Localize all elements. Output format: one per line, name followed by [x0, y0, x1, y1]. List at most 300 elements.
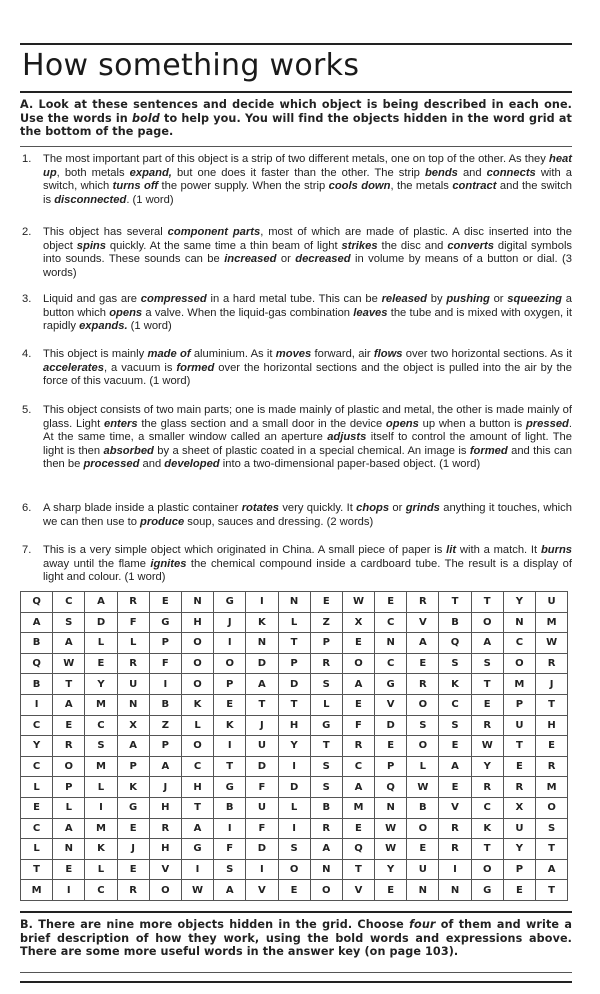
title-underline-rule	[20, 91, 572, 93]
question-text: and	[457, 166, 487, 179]
grid-cell: R	[471, 715, 503, 736]
grid-cell: Y	[21, 736, 53, 757]
grid-cell: A	[181, 818, 213, 839]
question-number: 4.	[22, 348, 32, 360]
key-word: increased	[224, 253, 277, 266]
grid-cell: Q	[375, 777, 407, 798]
question-number: 1.	[22, 153, 32, 165]
grid-cell: T	[181, 797, 213, 818]
grid-cell: I	[214, 818, 246, 839]
key-word: released	[381, 293, 427, 305]
grid-cell: D	[246, 839, 278, 860]
grid-cell: I	[246, 859, 278, 880]
question-item	[20, 226, 572, 280]
key-word: absorbed	[103, 444, 154, 457]
grid-cell: S	[536, 818, 568, 839]
grid-cell: G	[310, 715, 342, 736]
question-text: by	[426, 293, 447, 305]
question-item	[20, 153, 572, 207]
grid-cell: P	[214, 674, 246, 695]
key-word: connects	[486, 166, 536, 179]
key-word: turns off	[112, 180, 159, 193]
question-text: . (1 word)	[126, 193, 174, 206]
grid-cell: Y	[375, 859, 407, 880]
question-text: The most important part of this object is a strip of two different metals, one on top of the other. As they	[43, 153, 549, 165]
grid-cell: H	[149, 839, 181, 860]
grid-cell: R	[53, 736, 85, 757]
grid-cell: Y	[503, 839, 535, 860]
grid-cell: O	[503, 653, 535, 674]
grid-cell: M	[536, 777, 568, 798]
section-b-top-rule	[20, 911, 572, 913]
grid-cell: G	[375, 674, 407, 695]
grid-cell: Y	[278, 736, 310, 757]
grid-cell: B	[149, 694, 181, 715]
grid-cell: C	[439, 694, 471, 715]
grid-cell: E	[310, 592, 342, 613]
grid-cell: G	[471, 880, 503, 901]
question-text: itself to control the amount of light. The light is then	[43, 431, 573, 457]
grid-cell: R	[117, 592, 149, 613]
question-text: , a vacuum is	[103, 361, 177, 374]
grid-cell: S	[214, 859, 246, 880]
grid-cell: I	[214, 633, 246, 654]
grid-cell: C	[375, 612, 407, 633]
grid-cell: I	[439, 859, 471, 880]
question-text: anything it touches, which we can then use to	[43, 502, 572, 528]
key-word: expand,	[129, 166, 172, 179]
word-search-grid	[20, 591, 568, 901]
grid-cell: H	[181, 612, 213, 633]
grid-cell: O	[181, 674, 213, 695]
grid-cell: F	[214, 839, 246, 860]
key-word: developed	[164, 458, 220, 471]
grid-cell: L	[181, 715, 213, 736]
grid-cell: P	[503, 694, 535, 715]
grid-cell: R	[117, 880, 149, 901]
key-word: squeezing	[507, 293, 562, 305]
grid-cell: E	[53, 859, 85, 880]
key-word: processed	[83, 458, 140, 471]
grid-cell: A	[310, 839, 342, 860]
key-word: spins	[76, 239, 106, 252]
grid-cell: I	[21, 694, 53, 715]
key-word: expands.	[79, 320, 128, 333]
grid-cell: C	[21, 818, 53, 839]
grid-cell: J	[536, 674, 568, 695]
grid-cell: T	[53, 674, 85, 695]
grid-cell: K	[85, 839, 117, 860]
grid-cell: Z	[310, 612, 342, 633]
question-text: in a hard metal tube. This can be	[206, 293, 382, 305]
key-word: chops	[356, 502, 390, 514]
question-text: in volume by means of a button or dial. (3 words)	[43, 253, 573, 279]
question-text: or	[489, 293, 508, 305]
question-text: , most of which are made of plastic. A disc inserted into the object	[43, 226, 572, 252]
grid-cell: R	[536, 756, 568, 777]
grid-row	[21, 777, 568, 798]
question-text: This is a very simple object which originated in China. A small piece of paper is	[43, 544, 447, 556]
grid-cell: O	[536, 797, 568, 818]
question-text: over two horizontal sections. As it	[402, 348, 572, 360]
key-word: enters	[103, 417, 138, 430]
key-word: component parts	[167, 226, 261, 238]
grid-cell: W	[181, 880, 213, 901]
grid-row	[21, 736, 568, 757]
grid-cell: V	[149, 859, 181, 880]
grid-row	[21, 818, 568, 839]
grid-cell: N	[439, 880, 471, 901]
page-title: How something works	[22, 48, 360, 83]
grid-cell: M	[85, 756, 117, 777]
grid-cell: T	[471, 674, 503, 695]
grid-cell: R	[439, 839, 471, 860]
question-text: over the horizontal sections and the object is pulled into the air by the force of this vacuum. (1 word)	[43, 361, 573, 388]
question-text: , both metals	[56, 166, 130, 179]
grid-cell: F	[149, 653, 181, 674]
question-text: very quickly. It	[279, 502, 357, 514]
grid-cell: T	[278, 694, 310, 715]
grid-cell: C	[53, 592, 85, 613]
grid-cell: N	[53, 839, 85, 860]
grid-cell: T	[471, 839, 503, 860]
question-text: or	[389, 502, 406, 514]
grid-cell: E	[375, 736, 407, 757]
grid-cell: T	[536, 880, 568, 901]
grid-row	[21, 839, 568, 860]
question-text: forward, air	[311, 348, 374, 360]
question-text: aluminium. As it	[190, 348, 276, 360]
grid-cell: F	[246, 777, 278, 798]
question-number: 7.	[22, 544, 32, 556]
grid-cell: N	[503, 612, 535, 633]
grid-cell: R	[503, 777, 535, 798]
grid-cell: C	[21, 715, 53, 736]
grid-cell: L	[53, 797, 85, 818]
grid-cell: D	[278, 674, 310, 695]
grid-cell: T	[310, 736, 342, 757]
grid-cell: Z	[149, 715, 181, 736]
question-text: quickly. At the same time a thin beam of light	[106, 239, 342, 252]
question-text: into a two-dimensional paper-based object. (1 word)	[219, 458, 481, 471]
grid-cell: B	[310, 797, 342, 818]
grid-cell: P	[149, 633, 181, 654]
question-text: soup, sauces and dressing. (2 words)	[184, 515, 374, 528]
grid-cell: O	[342, 653, 374, 674]
grid-cell: J	[149, 777, 181, 798]
key-word: converts	[447, 239, 494, 252]
grid-cell: H	[278, 715, 310, 736]
grid-cell: O	[181, 633, 213, 654]
grid-cell: E	[149, 592, 181, 613]
grid-cell: M	[342, 797, 374, 818]
grid-cell: H	[181, 777, 213, 798]
grid-cell: O	[471, 859, 503, 880]
question-number: 5.	[22, 404, 32, 416]
key-word: flows	[373, 348, 403, 360]
key-word: formed	[176, 361, 215, 374]
grid-cell: T	[471, 592, 503, 613]
question-text: a valve. When the liquid-gas combination	[142, 306, 354, 319]
grid-cell: N	[117, 694, 149, 715]
question-text: up when a button is	[418, 417, 526, 430]
grid-cell: A	[53, 633, 85, 654]
question-text: the glass section and a small door in the device	[137, 417, 386, 430]
question-item	[20, 544, 572, 585]
grid-cell: N	[278, 592, 310, 613]
grid-cell: C	[21, 756, 53, 777]
grid-cell: I	[85, 797, 117, 818]
question-text: or	[276, 253, 296, 266]
grid-cell: P	[375, 756, 407, 777]
grid-cell: A	[85, 592, 117, 613]
bottom-rule	[20, 981, 572, 983]
grid-cell: Q	[439, 633, 471, 654]
question-item	[20, 348, 572, 389]
grid-cell: G	[149, 612, 181, 633]
grid-cell: E	[439, 736, 471, 757]
grid-cell: L	[278, 612, 310, 633]
grid-row	[21, 880, 568, 901]
key-word: rotates	[241, 502, 279, 514]
question-text: but one does it faster than the other. The strip	[171, 166, 425, 179]
question-text: , the metals	[390, 180, 453, 193]
question-item	[20, 293, 572, 334]
key-word: burns	[540, 544, 573, 556]
grid-cell: G	[214, 592, 246, 613]
grid-cell: E	[503, 880, 535, 901]
grid-cell: A	[117, 736, 149, 757]
grid-cell: S	[310, 674, 342, 695]
question-item	[20, 404, 572, 472]
section-a-text-part: bold	[131, 111, 160, 125]
grid-cell: N	[375, 797, 407, 818]
grid-cell: E	[471, 694, 503, 715]
grid-cell: R	[471, 777, 503, 798]
grid-cell: M	[503, 674, 535, 695]
grid-cell: O	[407, 818, 439, 839]
grid-cell: J	[214, 612, 246, 633]
grid-cell: Y	[471, 756, 503, 777]
grid-cell: D	[246, 756, 278, 777]
key-word: lit	[446, 544, 457, 556]
grid-cell: Q	[21, 592, 53, 613]
grid-cell: E	[407, 839, 439, 860]
grid-cell: V	[407, 612, 439, 633]
grid-cell: A	[471, 633, 503, 654]
section-a-divider	[20, 146, 572, 147]
question-text: the chemical compound inside a cardboard tube. The result is a display of light and colour. (1 word)	[43, 557, 573, 584]
grid-cell: T	[278, 633, 310, 654]
grid-cell: T	[503, 736, 535, 757]
grid-cell: E	[536, 736, 568, 757]
grid-cell: I	[278, 756, 310, 777]
grid-cell: E	[85, 653, 117, 674]
grid-cell: W	[407, 777, 439, 798]
grid-cell: P	[117, 756, 149, 777]
grid-cell: O	[181, 736, 213, 757]
question-number: 2.	[22, 226, 32, 238]
question-item	[20, 502, 572, 529]
grid-cell: C	[181, 756, 213, 777]
grid-cell: I	[53, 880, 85, 901]
grid-cell: E	[342, 818, 374, 839]
key-word: adjusts	[327, 431, 367, 444]
grid-cell: B	[21, 633, 53, 654]
grid-cell: S	[439, 715, 471, 736]
grid-cell: L	[85, 633, 117, 654]
grid-cell: I	[214, 736, 246, 757]
question-text: (1 word)	[127, 320, 172, 333]
key-word: opens	[385, 417, 419, 430]
key-word: produce	[140, 515, 185, 528]
grid-cell: E	[407, 653, 439, 674]
grid-cell: C	[85, 715, 117, 736]
grid-cell: S	[471, 653, 503, 674]
section-a-text-part: Look at these sentences and decide which object is being described in each one. Use the words in	[20, 98, 572, 125]
grid-cell: E	[375, 880, 407, 901]
grid-cell: H	[536, 715, 568, 736]
key-word: ignites	[150, 557, 187, 570]
grid-cell: E	[117, 818, 149, 839]
grid-cell: F	[342, 715, 374, 736]
grid-cell: T	[246, 694, 278, 715]
grid-cell: K	[246, 612, 278, 633]
grid-cell: N	[407, 880, 439, 901]
grid-cell: V	[246, 880, 278, 901]
grid-cell: J	[246, 715, 278, 736]
grid-cell: T	[536, 694, 568, 715]
grid-cell: X	[503, 797, 535, 818]
grid-cell: P	[53, 777, 85, 798]
grid-cell: I	[278, 818, 310, 839]
grid-row	[21, 715, 568, 736]
grid-cell: B	[439, 612, 471, 633]
grid-row	[21, 756, 568, 777]
top-rule	[20, 43, 572, 45]
question-text: . At the same time, a smaller window called an aperture	[43, 417, 572, 444]
grid-cell: S	[278, 839, 310, 860]
section-a-label: A.	[20, 98, 39, 111]
grid-row	[21, 694, 568, 715]
grid-cell: G	[214, 777, 246, 798]
grid-cell: A	[53, 818, 85, 839]
grid-row	[21, 674, 568, 695]
grid-cell: A	[214, 880, 246, 901]
key-word: pushing	[446, 293, 490, 305]
grid-cell: V	[375, 694, 407, 715]
grid-cell: P	[278, 653, 310, 674]
grid-cell: D	[278, 777, 310, 798]
grid-cell: Y	[503, 592, 535, 613]
grid-cell: E	[117, 859, 149, 880]
key-word: made of	[147, 348, 191, 360]
grid-cell: K	[439, 674, 471, 695]
key-word: grinds	[405, 502, 440, 514]
question-text: by a sheet of plastic coated in a special chemical. An image is	[153, 444, 470, 457]
grid-cell: M	[85, 694, 117, 715]
section-b-divider	[20, 972, 572, 973]
grid-cell: B	[407, 797, 439, 818]
grid-cell: U	[503, 715, 535, 736]
grid-cell: S	[439, 653, 471, 674]
question-text: Liquid and gas are	[43, 293, 141, 305]
key-word: strikes	[341, 239, 378, 252]
section-b-text-part: of them and write a brief description of how they work, using the bold words and expressions above. There are some more useful words in the answer key (on page 103).	[20, 918, 572, 958]
grid-cell: G	[181, 839, 213, 860]
grid-cell: R	[117, 653, 149, 674]
grid-cell: L	[21, 839, 53, 860]
question-text: A sharp blade inside a plastic container	[43, 502, 242, 514]
grid-cell: R	[407, 592, 439, 613]
grid-cell: O	[278, 859, 310, 880]
section-b-text-part: four	[409, 918, 436, 931]
grid-cell: O	[407, 694, 439, 715]
question-number: 3.	[22, 293, 32, 305]
grid-cell: E	[342, 633, 374, 654]
grid-cell: B	[214, 797, 246, 818]
grid-cell: A	[21, 612, 53, 633]
grid-row	[21, 797, 568, 818]
grid-cell: N	[310, 859, 342, 880]
section-a-instructions	[20, 98, 572, 139]
key-word: pressed	[525, 417, 569, 430]
grid-cell: C	[471, 797, 503, 818]
key-word: bends	[424, 166, 458, 179]
key-word: leaves	[353, 306, 388, 319]
grid-cell: D	[375, 715, 407, 736]
grid-cell: C	[375, 653, 407, 674]
grid-cell: U	[246, 736, 278, 757]
grid-cell: D	[85, 612, 117, 633]
question-text: a button which	[43, 293, 572, 319]
grid-cell: C	[85, 880, 117, 901]
grid-cell: P	[310, 633, 342, 654]
grid-cell: O	[471, 612, 503, 633]
grid-cell: V	[439, 797, 471, 818]
grid-cell: S	[53, 612, 85, 633]
grid-cell: Y	[85, 674, 117, 695]
grid-cell: Q	[21, 653, 53, 674]
grid-cell: T	[21, 859, 53, 880]
question-text: and	[139, 458, 165, 471]
grid-cell: Q	[342, 839, 374, 860]
grid-cell: O	[53, 756, 85, 777]
key-word: compressed	[140, 293, 207, 305]
grid-cell: A	[246, 674, 278, 695]
grid-cell: T	[536, 839, 568, 860]
grid-cell: A	[342, 777, 374, 798]
grid-cell: J	[117, 839, 149, 860]
grid-cell: A	[439, 756, 471, 777]
grid-cell: T	[439, 592, 471, 613]
grid-cell: L	[407, 756, 439, 777]
key-word: accelerates	[43, 361, 104, 374]
grid-row	[21, 859, 568, 880]
grid-cell: U	[503, 818, 535, 839]
grid-cell: A	[407, 633, 439, 654]
grid-cell: U	[536, 592, 568, 613]
key-word: disconnected	[54, 193, 127, 206]
key-word: formed	[469, 444, 508, 457]
grid-cell: W	[375, 839, 407, 860]
grid-cell: H	[149, 797, 181, 818]
grid-cell: L	[278, 797, 310, 818]
grid-cell: F	[246, 818, 278, 839]
grid-cell: C	[503, 633, 535, 654]
section-a-text-part: to help you. You will find the objects hidden in the word grid at the bottom of the page.	[20, 111, 572, 138]
grid-cell: O	[407, 736, 439, 757]
